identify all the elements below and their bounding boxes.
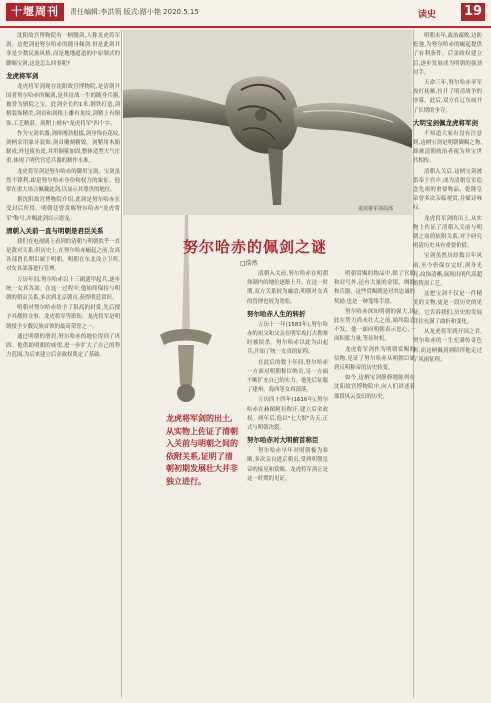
article-title: 努尔哈赤的佩剑之谜	[183, 238, 328, 256]
paragraph: 通过明朝的册封,努尔哈赤的地位得到了巩固。他借助明朝的威望,进一步扩大了自己的势力范围,为后来建立后金政权奠定了基础。	[6, 333, 120, 359]
paragraph: 万历四十四年(1616年),努尔哈赤在赫图阿拉称汗,建立后金政权。两年后,他以"七大恨"告天,正式与明朝决裂。	[247, 397, 328, 432]
paragraph: 作为宝剑名器,剑体刚劲挺拔,剑身饰有花纹,剑柄采用象牙装饰,剑首雕刻精致。剑鞘用木胎制成,外包鲨鱼皮,并用铜箍加固,整体造型大气庄重,体现了明代宫廷兵器的制作水准。	[6, 130, 120, 165]
sword-hilt-illustration	[123, 30, 412, 215]
paragraph: 清朝入关后,这柄宝剑被供奉于宫中,成为清朝皇室追念先祖的重要物品。乾隆皇帝曾多次亲临观赏,并赋诗咏叹。	[413, 168, 482, 212]
paragraph: 不知道大家有没有注意到,这柄宝剑是明朝御赐之物,却被清朝统治者视为珍宝世代相传。	[413, 130, 482, 165]
paragraph: 努尔哈赤深知明朝的强大,因此在势力尚未壮大之前,始终隐忍不发。他一面向明朝表示忠心,一面积蓄力量,等待时机。	[334, 308, 415, 343]
photo-caption: 龙虎将军剑局部	[358, 206, 394, 212]
paragraph: 我们在电视剧上看到的清朝与明朝似乎一直是敌对关系,但历史上,在努尔哈赤崛起之前,女真各部曾长期臣属于明朝。明朝在东北设立卫所,对女真部落进行管理。	[6, 238, 120, 273]
column-divider	[121, 30, 122, 698]
paragraph: 天命三年,努尔哈赤率军攻打抚顺,拉开了明清战争的序幕。此后,双方在辽东展开了长期的争夺。	[413, 80, 482, 114]
subheading: 努尔哈赤对大明俯首称臣	[247, 436, 319, 445]
page-number: 19	[461, 3, 485, 21]
paragraph: 龙虎将军剑的出土,从实物上佐证了清朝入关前与明朝之间的依附关系,对于研究明清历史具有重要价值。	[413, 215, 482, 250]
section-title: 读史	[418, 10, 437, 20]
paragraph: 明朝对努尔哈赤给予了很高的封赏,先后授予其都督佥事、龙虎将军等职衔。龙虎将军是明朝授予少数民族首领的最高荣誉之一。	[6, 305, 120, 330]
subheading: 龙虎将军剑	[6, 71, 39, 80]
newspaper-logo: 十堰周刊	[6, 3, 64, 21]
paragraph: 龙虎将军剑是努尔哈赤的御用宝剑。宝剑虽然不锋利,却是努尔哈赤身份和权力的象征。他常在重大场合佩戴此剑,以显示其尊贵的地位。	[6, 168, 120, 194]
paragraph: 宝剑虽然历经数百年风雨,至今仍保存完好,剑身光亮,纹饰清晰,展现出明代高超的铸剑工艺。	[413, 253, 482, 288]
paragraph: 万历十一年(1583年),努尔哈赤的祖父和父亲在明军攻打古勒寨时被误杀。努尔哈赤以此为由起兵,开始了统一女真的征程。	[247, 321, 328, 356]
paragraph: 努尔哈赤早年对明朝极为恭顺,多次亲自进京朝贡,受到明朝皇帝的接见和赏赐。龙虎将军剑正是这一时期的见证。	[247, 448, 328, 482]
paragraph: 龙虎将军剑现存沈阳故宫博物院,是清朝开国者努尔哈赤的佩剑,是其征战一生的随身兵器,被誉为镇院之宝。此剑全长约1米,钢铁打造,剑柄装饰精美,剑首和剑格上雕有龙纹,剑鞘上有铜饰,工艺精湛。剑鞘上刻有"龙虎将军"四个字。	[6, 83, 120, 127]
paragraph: 在此后的数十年间,努尔哈赤一方面对明朝称臣纳贡,另一方面不断扩充自己的实力。他先后征服了建州、海西等女真部落。	[247, 359, 328, 394]
article-column-3	[334, 270, 415, 670]
paragraph: 如今,这柄宝剑静静地陈列在沈阳故宫博物院中,向人们讲述着那段风云变幻的历史。	[334, 375, 415, 400]
subheading: 大明宝剑佩龙虎将军剑	[413, 118, 478, 127]
paragraph: 从龙虎将军到开国之君,努尔哈赤的一生充满传奇色彩,而这柄佩剑则陪伴他走过了风雨征程。	[413, 329, 482, 363]
paragraph: 这把宝剑不仅是一件精美的文物,更是一段历史的见证。它告诉我们,历史的发展往往充满了曲折和变化。	[413, 291, 482, 325]
paragraph: 万历年间,努尔哈赤以十三副遗甲起兵,逐步统一女真各部。在这一过程中,他始终保持与明朝的朝贡关系,多次到北京朝贡,获得明廷赏识。	[6, 276, 120, 302]
paragraph: 龙虎将军剑作为明朝赏赐的信物,见证了努尔哈赤从明朝臣属到反明称帝的历史转变。	[334, 346, 415, 372]
article-column-1	[6, 32, 120, 698]
article-column-2	[247, 270, 328, 670]
sword-photo	[123, 30, 412, 215]
paragraph: 清朝入关前,努尔哈赤在明朝体制内的地位逐渐上升。在这一时期,双方关系较为融洽,明朝对女真的管理也较为宽松。	[247, 271, 328, 305]
subheading: 努尔哈赤人生的转折	[247, 309, 306, 318]
article-byline: □浩然	[240, 260, 258, 267]
paragraph: 沈阳故宫博物院有一柄腰剑,人称龙虎将军剑。这把剑是努尔哈赤的随身佩剑,但是此剑并非是少数民族风格,而是地地道道的中原制式的御赐宝剑,这是怎么回事呢?	[6, 33, 120, 67]
editor-credits: 责任编辑:李洪领 版式:路小艳 2020.5.15	[70, 8, 199, 16]
page-header	[0, 0, 491, 28]
subheading: 清朝入关前一直与明朝是君臣关系	[6, 226, 104, 235]
paragraph: 明朝赏赐的物品中,除了官职和封号外,还有大量的金银、绸缎和兵器。这些赏赐既是对其忠诚的奖励,也是一种笼络手段。	[334, 271, 415, 305]
article-column-4	[413, 32, 482, 698]
paragraph: 据沈阳故宫博物院介绍,此剑是努尔哈赤在受封后所得。明朝廷曾赏赐努尔哈赤"龙虎将军"称号,并赐此剑以示恩宠。	[6, 197, 120, 222]
pull-quote: 龙虎将军剑的出土,从实物上佐证了清朝入关前与明朝之间的依附关系,证明了清朝初期发展壮大并非独立进行。	[166, 413, 238, 486]
paragraph: 明朝末年,政治腐败,边防松弛,为努尔哈赤的崛起提供了有利条件。后金政权建立后,逐步发展成为明朝的强劲对手。	[413, 33, 482, 76]
